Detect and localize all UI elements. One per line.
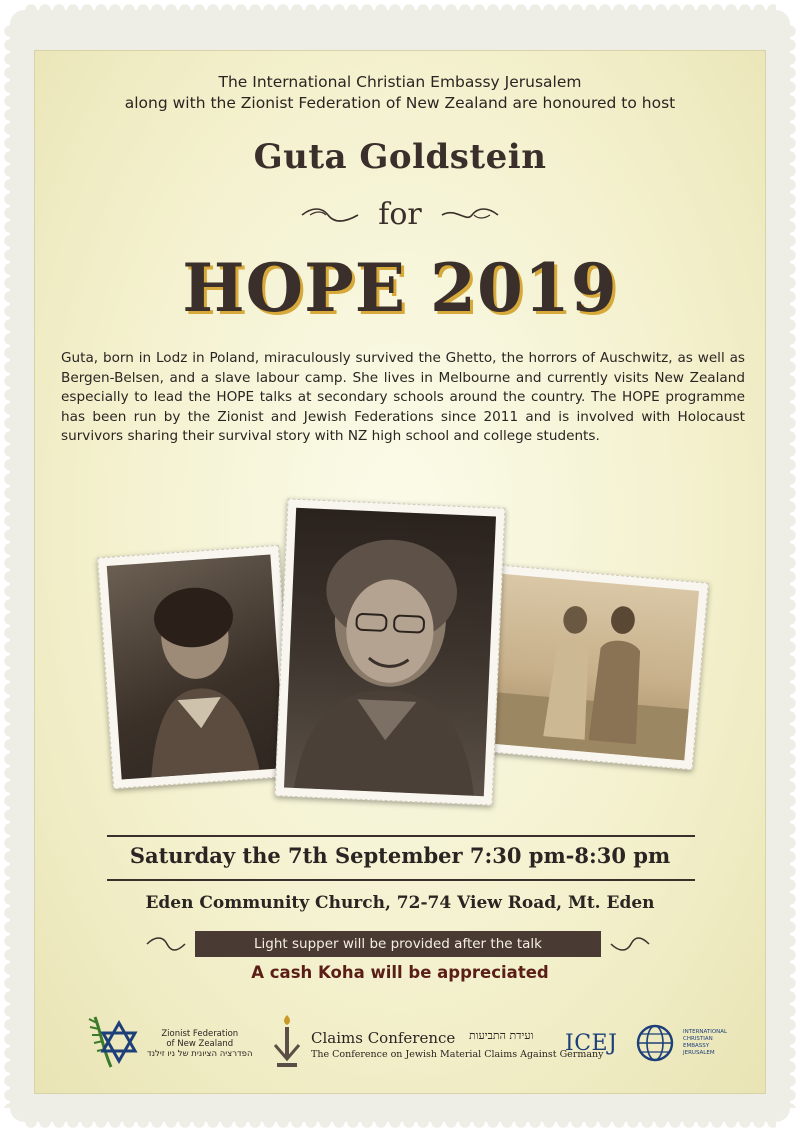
divider-bottom	[107, 879, 695, 881]
event-date-time: Saturday the 7th September 7:30 pm-8:30 pm	[129, 843, 671, 868]
for-row	[35, 197, 765, 232]
koha-note: A cash Koha will be appreciated	[251, 963, 549, 982]
flourish-small-right-icon	[609, 936, 651, 952]
zf-line-2: of New Zealand	[166, 1039, 234, 1049]
icej-line-1: INTERNATIONAL	[683, 1029, 728, 1035]
flourish-left-icon	[300, 207, 360, 223]
globe-icon	[635, 1023, 675, 1063]
zionist-federation-text	[147, 1029, 253, 1059]
icej-acronym: ICEJ	[565, 1031, 618, 1056]
flourish-small-left-icon	[145, 936, 187, 952]
frame-edge-right	[784, 24, 796, 1108]
divider-top	[107, 835, 695, 837]
zionist-federation-logo	[75, 1009, 285, 1073]
icej-line-3: EMBASSY	[683, 1043, 710, 1049]
couple-portrait-icon	[485, 574, 699, 761]
zf-line-1: Zionist Federation	[161, 1029, 239, 1039]
host-line-2: along with the Zionist Federation of New Zealand are honoured to host	[124, 94, 676, 112]
photo-couple	[475, 564, 709, 770]
photo-guta-today	[275, 498, 506, 805]
icej-line-2: CHRISTIAN	[683, 1036, 713, 1042]
frame-edge-bottom	[24, 1116, 776, 1128]
claims-conference-subtitle: The Conference on Jewish Material Claims Against Germany	[311, 1049, 604, 1060]
frame-edge-left	[4, 24, 16, 1108]
zf-hebrew: הפדרציה הציונית של ניו זילנד	[147, 1049, 253, 1059]
for-word: for	[378, 197, 422, 232]
elderly-woman-portrait-icon	[284, 508, 496, 796]
icej-logo	[565, 1023, 755, 1067]
poster-body	[34, 50, 766, 1094]
icej-full-name	[683, 1029, 727, 1057]
event-title: HOPE 2019	[182, 249, 618, 327]
young-woman-portrait-icon	[107, 555, 286, 780]
supper-note: Light supper will be provided after the talk	[195, 931, 601, 957]
event-venue: Eden Community Church, 72-74 View Road, Mt. Eden	[145, 893, 655, 913]
claims-conference-hebrew: ועידת התביעות	[469, 1029, 534, 1042]
icej-line-4: JERUSALEM	[683, 1050, 715, 1056]
star-of-david-fern-icon	[75, 1009, 145, 1073]
claims-conference-title: Claims Conference	[311, 1029, 456, 1047]
frame-edge-top	[24, 4, 776, 16]
supper-row	[35, 931, 765, 957]
menorah-icon	[267, 1011, 307, 1071]
description-paragraph: Guta, born in Lodz in Poland, miraculously survived the Ghetto, the horrors of Auschwitz, as well as Bergen-Belsen, and a slave labour camp. She lives in Melbourne and currently visits New Zealand especially to lead the HOPE talks at secondary schools around the country. The HOPE programme has been run by the Zionist and Jewish Federations since 2011 and is involved with Holocaust survivors sharing their survival story with NZ high school and college students.	[61, 350, 745, 444]
host-line-1: The International Christian Embassy Jerusalem	[218, 73, 582, 91]
speaker-name: Guta Goldstein	[253, 137, 547, 177]
photo-young-woman	[97, 545, 295, 789]
flourish-right-icon	[440, 207, 500, 223]
